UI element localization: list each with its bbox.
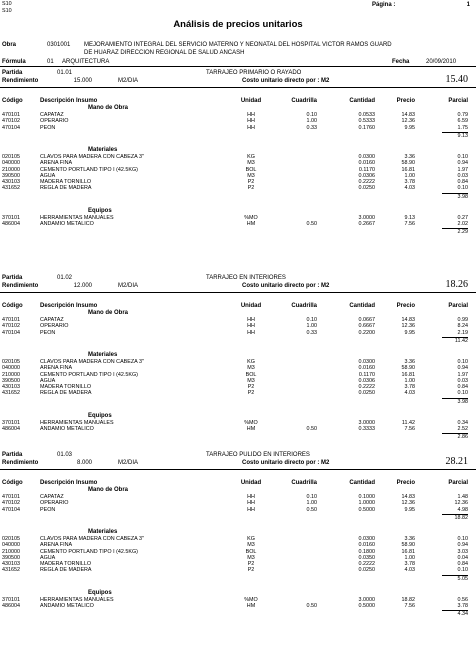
row-parcial: 0.84 [457,561,468,568]
row-descripcion: MADERA TORNILLO [40,384,92,391]
group-title: Mano de Obra [88,105,129,111]
row-cantidad: 0.0250 [358,185,375,192]
row-codigo: 486004 [2,426,20,432]
row-precio: 1.00 [404,172,415,179]
row-precio: 7.56 [404,221,415,227]
row-codigo: 210000 [2,371,20,378]
group-subtotal: 2.29 [442,228,468,235]
costo-value: 28.21 [445,456,468,467]
costo-value: 18.26 [445,279,468,290]
row-descripcion: REGLA DE MADERA [40,390,92,397]
header-divider [0,66,476,67]
row-precio: 3.78 [404,561,415,568]
partida-code: 01.01 [57,70,73,76]
row-precio: 16.81 [401,371,415,378]
row-codigo: 040000 [2,365,20,372]
row-cantidad: 0.5333 [358,118,375,125]
row-precio: 58.90 [401,365,415,372]
row-cantidad: 0.1170 [358,371,375,378]
row-cantidad: 0.2222 [358,561,375,568]
row-parcial: 0.10 [457,390,468,397]
row-codigo: 470104 [2,506,20,513]
row-codigo: 470102 [2,118,20,125]
row-cuadrilla: 1.00 [306,323,317,330]
group-title: Equipos [88,589,112,596]
row-descripcion: HERRAMIENTAS MANUALES [40,419,114,426]
rendimiento-label: Rendimiento [2,283,39,289]
col-header-parcial: Parcial [448,303,468,309]
row-descripcion: AGUA [40,172,56,179]
row-parcial: 2.52 [457,426,468,432]
row-cantidad: 3.0000 [358,214,375,221]
group-title: Equipos [88,207,112,214]
col-header-cantidad: Cantidad [349,480,375,486]
col-header-cuadrilla: Cuadrilla [291,303,317,309]
row-parcial: 0.10 [457,153,468,160]
row-precio: 1.00 [404,554,415,561]
system-code: S10 [2,1,12,7]
row-unidad: HH [247,329,255,336]
row-codigo: 390500 [2,377,20,384]
row-precio: 58.90 [401,160,415,167]
row-parcial: 1.48 [457,494,468,500]
formula-code: 01 [47,59,54,65]
row-parcial: 0.10 [457,567,468,574]
row-precio: 16.81 [401,166,415,173]
obra-name-line2: DE HUARAZ DIRECCION REGIONAL DE SALUD ANCASH [84,50,245,56]
row-unidad: P2 [247,567,255,574]
row-cantidad: 0.0300 [358,358,375,365]
row-cantidad: 0.2222 [358,179,375,186]
row-codigo: 470101 [2,494,20,500]
group-title: Materiales [88,528,118,535]
row-unidad: M3 [247,172,255,179]
row-cantidad: 0.0250 [358,390,375,397]
row-cantidad: 0.1800 [358,548,375,555]
costo-label: Costo unitario directo por : M2 [242,78,330,84]
col-header-descripcion: Descripción Insumo [40,303,98,309]
row-cuadrilla: 0.50 [306,506,317,513]
row-unidad: M3 [247,160,255,167]
row-descripcion: CEMENTO PORTLAND TIPO I (42.5KG) [40,548,138,555]
col-header-unidad: Unidad [240,480,262,486]
row-cantidad: 3.0000 [358,596,375,603]
row-unidad: HH [247,506,255,513]
row-descripcion: PEON [40,124,56,131]
row-parcial: 0.84 [457,179,468,186]
partida-divider [0,292,476,293]
row-descripcion: PEON [40,506,56,513]
row-descripcion: OPERARIO [40,500,69,507]
row-parcial: 2.19 [457,329,468,336]
row-unidad: BOL [245,371,257,378]
rendimiento-unit: M2/DIA [118,283,139,289]
row-cantidad: 0.0250 [358,567,375,574]
page-number: 1 [466,2,470,8]
row-precio: 3.78 [404,179,415,186]
col-header-cuadrilla: Cuadrilla [291,480,317,486]
row-parcial: 0.27 [457,214,468,221]
row-codigo: 486004 [2,221,20,227]
row-precio: 11.42 [401,419,415,426]
row-cantidad: 0.3333 [358,426,375,432]
row-parcial: 0.79 [457,112,468,118]
row-unidad: BOL [245,166,257,173]
col-header-precio: Precio [396,98,415,104]
row-precio: 12.36 [401,118,415,125]
row-parcial: 0.56 [457,596,468,603]
row-descripcion: CAPATAZ [40,317,64,323]
obra-name-line1: MEJORAMIENTO INTEGRAL DEL SERVICIO MATERNO Y NEONATAL DEL HOSPITAL VICTOR RAMOS GUARD [84,42,392,48]
partida-code: 01.03 [57,452,73,458]
row-codigo: 430103 [2,561,20,568]
row-parcial: 1.75 [457,124,468,131]
col-header-codigo: Código [2,480,23,486]
row-cuadrilla: 1.00 [306,118,317,125]
col-header-parcial: Parcial [448,98,468,104]
col-header-precio: Precio [396,480,415,486]
row-codigo: 370101 [2,419,20,426]
group-title: Equipos [88,412,112,419]
row-descripcion: PEON [40,329,56,336]
row-cantidad: 0.0306 [358,377,375,384]
row-descripcion: AGUA [40,554,56,561]
row-parcial: 0.04 [457,554,468,561]
row-descripcion: AGUA [40,377,56,384]
row-parcial: 1.97 [457,371,468,378]
row-parcial: 0.03 [457,377,468,384]
formula-name: ARQUITECTURA [62,59,110,65]
col-header-cantidad: Cantidad [349,303,375,309]
row-cuadrilla: 0.10 [306,494,317,500]
row-parcial: 6.59 [457,118,468,125]
row-codigo: 431652 [2,185,20,192]
row-descripcion: ANDAMIO METALICO [40,603,94,609]
row-cantidad: 0.6667 [358,323,375,330]
row-cantidad: 0.0160 [358,160,375,167]
row-precio: 4.03 [404,567,415,574]
partida-label: Partida [2,70,23,76]
page-title: Análisis de precios unitarios [173,19,303,30]
row-precio: 1.00 [404,377,415,384]
row-codigo: 020105 [2,535,20,542]
rendimiento-unit: M2/DIA [118,460,139,466]
rendimiento-value: 8.000 [76,460,92,466]
row-unidad: HH [247,500,255,507]
page-label: Página : [372,2,396,8]
row-precio: 3.36 [404,535,415,542]
col-header-parcial: Parcial [448,480,468,486]
row-precio: 18.82 [401,596,415,603]
row-codigo: 020105 [2,358,20,365]
row-precio: 9.13 [404,214,415,221]
rendimiento-label: Rendimiento [2,78,39,84]
row-codigo: 210000 [2,548,20,555]
row-parcial: 0.94 [457,365,468,372]
group-subtotal: 4.34 [442,610,468,617]
row-codigo: 470104 [2,124,20,131]
group-title: Mano de Obra [88,487,129,493]
row-unidad: HH [247,124,255,131]
costo-label: Costo unitario directo por : M2 [242,283,330,289]
group-title: Materiales [88,146,118,153]
col-header-unidad: Unidad [240,303,262,309]
group-title: Materiales [88,351,118,358]
row-unidad: HH [247,323,255,330]
row-parcial: 0.10 [457,358,468,365]
fecha-label: Fecha [392,59,410,65]
row-parcial: 0.94 [457,542,468,549]
costo-value: 15.40 [445,74,468,85]
row-unidad: KG [247,535,255,542]
row-descripcion: ANDAMIO METALICO [40,221,94,227]
row-descripcion: OPERARIO [40,118,69,125]
partida-label: Partida [2,452,23,458]
row-cantidad: 0.0350 [358,554,375,561]
row-cantidad: 0.0306 [358,172,375,179]
col-header-codigo: Código [2,303,23,309]
partida-name: TARRAJEO EN INTERIORES [206,275,286,281]
row-unidad: BOL [245,548,257,555]
row-codigo: 431652 [2,390,20,397]
partida-code: 01.02 [57,275,73,281]
row-precio: 7.56 [404,426,415,432]
row-unidad: M3 [247,365,255,372]
row-cuadrilla: 1.00 [306,500,317,507]
row-cantidad: 1.0000 [358,500,375,507]
row-precio: 12.36 [401,323,415,330]
col-header-precio: Precio [396,303,415,309]
row-descripcion: CAPATAZ [40,494,64,500]
row-cantidad: 0.2667 [358,221,375,227]
row-parcial: 0.84 [457,384,468,391]
row-unidad: %MO [244,419,258,426]
row-parcial: 0.10 [457,535,468,542]
row-codigo: 470102 [2,500,20,507]
row-parcial: 1.97 [457,166,468,173]
row-unidad: HH [247,317,255,323]
partida-name: TARRAJEO PRIMARIO O RAYADO [206,70,302,76]
row-descripcion: MADERA TORNILLO [40,179,92,186]
col-header-descripcion: Descripción Insumo [40,480,98,486]
row-descripcion: CAPATAZ [40,112,64,118]
row-cantidad: 0.2200 [358,329,375,336]
rendimiento-value: 12.000 [73,283,92,289]
row-precio: 9.95 [404,506,415,513]
row-precio: 7.56 [404,603,415,609]
row-descripcion: REGLA DE MADERA [40,185,92,192]
row-unidad: M3 [247,377,255,384]
row-descripcion: CLAVOS PARA MADERA CON CABEZA 3" [40,153,144,160]
row-descripcion: ARENA FINA [40,542,73,549]
row-precio: 14.83 [401,112,415,118]
row-unidad: %MO [244,596,258,603]
row-parcial: 0.99 [457,317,468,323]
col-header-codigo: Código [2,98,23,104]
row-codigo: 210000 [2,166,20,173]
row-descripcion: CEMENTO PORTLAND TIPO I (42.5KG) [40,166,138,173]
row-parcial: 3.78 [457,603,468,609]
row-cuadrilla: 0.50 [306,221,317,227]
row-codigo: 040000 [2,542,20,549]
row-descripcion: CLAVOS PARA MADERA CON CABEZA 3" [40,535,144,542]
rendimiento-unit: M2/DIA [118,78,139,84]
row-descripcion: HERRAMIENTAS MANUALES [40,596,114,603]
col-header-cantidad: Cantidad [349,98,375,104]
row-descripcion: ANDAMIO METALICO [40,426,94,432]
row-codigo: 390500 [2,172,20,179]
row-descripcion: CEMENTO PORTLAND TIPO I (42.5KG) [40,371,138,378]
rendimiento-label: Rendimiento [2,460,39,466]
row-descripcion: OPERARIO [40,323,69,330]
row-unidad: P2 [247,384,255,391]
row-descripcion: HERRAMIENTAS MANUALES [40,214,114,221]
row-descripcion: CLAVOS PARA MADERA CON CABEZA 3" [40,358,144,365]
row-cantidad: 0.2222 [358,384,375,391]
row-cantidad: 0.5000 [358,603,375,609]
group-subtotal: 11.42 [442,337,468,344]
row-parcial: 8.24 [457,323,468,330]
row-precio: 9.95 [404,124,415,131]
row-descripcion: REGLA DE MADERA [40,567,92,574]
row-unidad: HM [246,603,256,609]
row-descripcion: MADERA TORNILLO [40,561,92,568]
partida-label: Partida [2,275,23,281]
rendimiento-value: 15.000 [73,78,92,84]
group-title: Mano de Obra [88,310,129,316]
fecha-value: 20/09/2010 [426,59,457,65]
row-parcial: 0.03 [457,172,468,179]
partida-divider [0,469,476,470]
row-parcial: 12.36 [454,500,468,507]
row-cantidad: 3.0000 [358,419,375,426]
row-codigo: 486004 [2,603,20,609]
obra-label: Obra [2,42,17,48]
row-cantidad: 0.0300 [358,535,375,542]
row-cantidad: 0.1000 [358,494,375,500]
row-cuadrilla: 0.33 [306,124,317,131]
row-parcial: 0.34 [457,419,468,426]
col-header-descripcion: Descripción Insumo [40,98,98,104]
row-codigo: 020105 [2,153,20,160]
row-unidad: HH [247,494,255,500]
row-unidad: M3 [247,542,255,549]
row-codigo: 470102 [2,323,20,330]
row-precio: 12.36 [401,500,415,507]
row-unidad: P2 [247,561,255,568]
row-precio: 58.90 [401,542,415,549]
formula-label: Fórmula [2,59,26,65]
obra-code: 0301001 [47,42,71,48]
row-codigo: 370101 [2,596,20,603]
row-precio: 4.03 [404,390,415,397]
row-precio: 4.03 [404,185,415,192]
row-cantidad: 0.1760 [358,124,375,131]
row-descripcion: ARENA FINA [40,365,73,372]
row-cantidad: 0.0160 [358,365,375,372]
row-cuadrilla: 0.10 [306,112,317,118]
row-codigo: 370101 [2,214,20,221]
partida-divider [0,87,476,88]
row-parcial: 3.03 [457,548,468,555]
row-unidad: KG [247,358,255,365]
row-codigo: 470101 [2,317,20,323]
row-codigo: 470104 [2,329,20,336]
row-cantidad: 0.5000 [358,506,375,513]
col-header-cuadrilla: Cuadrilla [291,98,317,104]
row-cantidad: 0.1170 [358,166,375,173]
system-code-secondary: S10 [2,8,12,14]
row-precio: 3.36 [404,358,415,365]
row-unidad: M3 [247,554,255,561]
row-unidad: HM [246,221,256,227]
row-precio: 14.83 [401,317,415,323]
row-parcial: 2.02 [457,221,468,227]
row-unidad: HM [246,426,256,432]
row-unidad: %MO [244,214,258,221]
row-unidad: HH [247,112,255,118]
col-header-unidad: Unidad [240,98,262,104]
row-parcial: 4.98 [457,506,468,513]
row-descripcion: ARENA FINA [40,160,73,167]
row-codigo: 431652 [2,567,20,574]
costo-label: Costo unitario directo por : M2 [242,460,330,466]
row-codigo: 390500 [2,554,20,561]
group-subtotal: 3.98 [442,193,468,200]
group-subtotal: 2.86 [442,433,468,440]
row-cantidad: 0.0160 [358,542,375,549]
row-precio: 9.95 [404,329,415,336]
row-unidad: HH [247,118,255,125]
row-codigo: 040000 [2,160,20,167]
row-unidad: P2 [247,185,255,192]
row-codigo: 430103 [2,384,20,391]
row-parcial: 0.10 [457,185,468,192]
row-precio: 3.36 [404,153,415,160]
group-subtotal: 3.98 [442,398,468,405]
row-codigo: 430103 [2,179,20,186]
row-unidad: P2 [247,179,255,186]
row-cuadrilla: 0.10 [306,317,317,323]
row-cuadrilla: 0.33 [306,329,317,336]
partida-name: TARRAJEO PULIDO EN INTERIORES [206,452,310,458]
row-parcial: 0.94 [457,160,468,167]
row-codigo: 470101 [2,112,20,118]
group-subtotal: 18.82 [442,514,468,521]
row-cantidad: 0.0533 [358,112,375,118]
row-precio: 14.83 [401,494,415,500]
row-cuadrilla: 0.50 [306,603,317,609]
row-unidad: KG [247,153,255,160]
row-unidad: P2 [247,390,255,397]
group-subtotal: 5.05 [442,575,468,582]
row-precio: 3.78 [404,384,415,391]
row-precio: 16.81 [401,548,415,555]
row-cantidad: 0.0300 [358,153,375,160]
row-cuadrilla: 0.50 [306,426,317,432]
row-cantidad: 0.0667 [358,317,375,323]
group-subtotal: 9.13 [442,132,468,139]
